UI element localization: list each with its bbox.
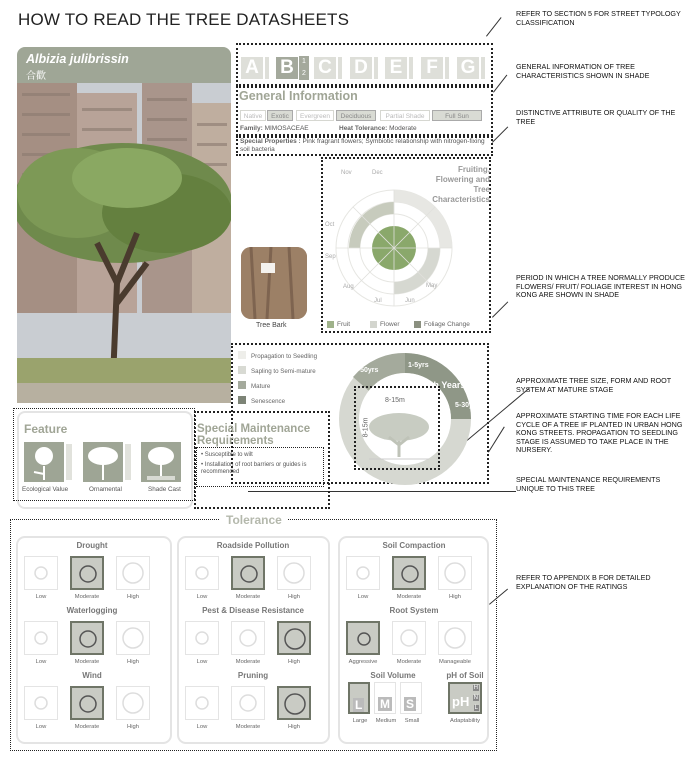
typology-letter-c: C — [314, 57, 336, 79]
general-heading: General Information — [239, 89, 358, 103]
ph-scale-letter: H — [473, 685, 478, 691]
heat-row: Heat Tolerance: Moderate — [339, 125, 417, 132]
ph-option-adaptability — [448, 682, 482, 714]
arc-label-3: 5-30yrs — [455, 402, 480, 409]
bark-photo — [241, 247, 307, 319]
tolerance-option-high — [438, 556, 472, 590]
tolerance-option-label: Low — [196, 724, 208, 730]
pill-partial-shade: Partial Shade — [380, 110, 430, 121]
arc-label-2: 1-5yrs — [408, 362, 429, 369]
month-jun: Jun — [405, 298, 415, 304]
pill-deciduous: Deciduous — [336, 110, 376, 121]
tolerance-option-label: Manageable — [439, 659, 471, 665]
ecological-value-icon — [24, 442, 64, 482]
tolerance-title: Root System — [389, 606, 439, 615]
feature-bar — [66, 444, 72, 480]
tolerance-option-high — [277, 556, 311, 590]
tolerance-option-low — [185, 686, 219, 720]
annotation-period: PERIOD IN WHICH A TREE NORMALLY PRODUCE FLOWERS/ FRUIT/ FOLIAGE INTEREST IN HONG KONG ARE SHOWN IN SHADE — [516, 273, 685, 300]
month-may: May — [426, 283, 438, 289]
tolerance-option-high — [277, 686, 311, 720]
ornamental-icon — [83, 442, 123, 482]
tolerance-option-aggressive — [346, 621, 380, 655]
month-nov: Nov — [341, 170, 352, 176]
tolerance-option-moderate — [70, 621, 104, 655]
tree-photo — [17, 83, 231, 403]
month-sep: Sep — [325, 254, 336, 260]
tolerance-title: Pest & Disease Resistance — [202, 606, 304, 615]
maintenance-item-2: • Installation of root barriers or guides is recommended — [201, 462, 307, 475]
soil-volume-label: Large — [352, 718, 368, 724]
tolerance-title: Pruning — [237, 671, 269, 680]
annotation-maintenance: SPECIAL MAINTENANCE REQUIREMENTS UNIQUE TO THIS TREE — [516, 475, 661, 493]
tolerance-option-label: Low — [196, 659, 208, 665]
tolerance-option-low — [24, 621, 58, 655]
tolerance-option-label: Moderate — [396, 594, 422, 600]
tolerance-option-moderate — [70, 556, 104, 590]
tolerance-option-label: High — [288, 724, 300, 730]
soil-volume-letter: M — [380, 697, 390, 711]
tolerance-option-moderate — [70, 686, 104, 720]
tolerance-option-label: High — [449, 594, 461, 600]
arc-label-1: 30-50yrs — [350, 367, 379, 374]
leader-line — [492, 126, 508, 142]
tolerance-option-label: Low — [35, 724, 47, 730]
tolerance-option-label: Moderate — [235, 724, 261, 730]
leader-line — [492, 301, 508, 317]
tolerance-option-moderate — [231, 621, 265, 655]
typology-letter-d: D — [350, 57, 372, 79]
tolerance-option-label: Moderate — [235, 594, 261, 600]
tolerance-option-label: High — [127, 724, 139, 730]
tolerance-option-label: Low — [35, 659, 47, 665]
calendar-heading: Fruiting, Flowering and Tree Characteristics — [432, 165, 490, 204]
pill-exotic: Exotic — [267, 110, 293, 121]
stage-senescence: Senescence — [238, 396, 285, 405]
lifecycle-heading: Life-cycle with Years — [377, 380, 466, 390]
tree-silhouette-icon — [365, 407, 433, 465]
feature-ecological: Ecological Value — [22, 486, 69, 493]
soil-volume-label: Small — [404, 718, 420, 724]
stage-mature: Mature — [238, 381, 270, 390]
bark-label: Tree Bark — [256, 322, 287, 329]
maintenance-item-1: • Susceptible to wilt — [201, 452, 253, 458]
annotation-general: GENERAL INFORMATION OF TREE CHARACTERISTICS SHOWN IN SHADE — [516, 62, 650, 80]
tolerance-option-label: Moderate — [235, 659, 261, 665]
species-chinese-name: 合歡 — [26, 71, 46, 82]
soil-volume-letter: S — [406, 697, 415, 711]
tolerance-title: Wind — [82, 671, 102, 680]
typology-superscripts: 1 2 — [299, 56, 309, 80]
tolerance-option-label: Moderate — [74, 724, 100, 730]
month-aug: Aug — [343, 284, 354, 290]
leader-line — [486, 17, 502, 37]
tolerance-option-manageable — [438, 621, 472, 655]
tolerance-title: Waterlogging — [66, 606, 118, 615]
tolerance-option-low — [24, 556, 58, 590]
tolerance-option-label: High — [127, 594, 139, 600]
tree-width: 8-15m — [385, 397, 405, 404]
ph-label: Adaptability — [450, 718, 480, 724]
tolerance-option-moderate — [392, 556, 426, 590]
maintenance-heading: Special Maintenance Requirements — [197, 423, 311, 447]
leader-line — [488, 427, 505, 453]
stage-propagation: Propagation to Seedling — [238, 351, 317, 360]
tolerance-title-ph: pH of Soil — [446, 671, 484, 680]
legend-foliage-swatch — [414, 321, 421, 328]
soil-volume-option-large — [348, 682, 370, 714]
tolerance-option-moderate — [231, 556, 265, 590]
tolerance-option-label: High — [288, 594, 300, 600]
pill-evergreen: Evergreen — [296, 110, 334, 121]
tolerance-option-high — [116, 686, 150, 720]
ph-scale-letter: L — [474, 705, 478, 711]
tolerance-option-moderate — [231, 686, 265, 720]
feature-heading: Feature — [24, 422, 68, 436]
typology-letter-e: E — [385, 57, 407, 79]
tolerance-option-label: High — [127, 659, 139, 665]
ph-scale-letter: N — [473, 695, 478, 701]
tolerance-option-low — [346, 556, 380, 590]
tolerance-title: Drought — [76, 541, 108, 550]
tolerance-option-label: Low — [35, 594, 47, 600]
tolerance-option-low — [185, 621, 219, 655]
tolerance-option-label: Moderate — [74, 659, 100, 665]
legend-foliage: Foliage Change — [424, 321, 470, 328]
legend-flower-swatch — [370, 321, 377, 328]
tolerance-heading: Tolerance — [220, 513, 288, 527]
species-latin-name: Albizia julibrissin — [26, 52, 129, 66]
special-properties: Special Properties : Pink fragrant flowers; Symbiotic relationship with nitrogen-fixing soil bacteria — [240, 138, 485, 153]
tolerance-title: Roadside Pollution — [216, 541, 290, 550]
tolerance-title-soil-volume: Soil Volume — [370, 671, 416, 680]
pill-full-sun: Full Sun — [432, 110, 482, 121]
soil-volume-option-small — [400, 682, 422, 714]
legend-flower: Flower — [380, 321, 400, 328]
tolerance-option-label: High — [288, 659, 300, 665]
tree-height: 8-15m — [362, 417, 370, 438]
soil-volume-option-medium — [374, 682, 396, 714]
tolerance-option-label: Low — [357, 594, 369, 600]
tolerance-option-high — [116, 556, 150, 590]
tolerance-option-high — [116, 621, 150, 655]
tolerance-option-label: Moderate — [74, 594, 100, 600]
annotation-size: APPROXIMATE TREE SIZE, FORM AND ROOT SYSTEM AT MATURE STAGE — [516, 376, 671, 394]
pill-native: Native — [240, 110, 266, 121]
typology-bar — [374, 57, 378, 79]
typology-letter-b: B — [276, 57, 298, 79]
feature-ornamental: Ornamental — [89, 486, 122, 493]
shade-cast-icon — [141, 442, 181, 482]
annotation-appendix: REFER TO APPENDIX B FOR DETAILED EXPLANATION OF THE RATINGS — [516, 573, 651, 591]
tolerance-option-high — [277, 621, 311, 655]
ph-letter: pH — [452, 694, 470, 709]
feature-bar — [125, 444, 131, 480]
species-header — [17, 47, 231, 83]
tolerance-option-label: Low — [196, 594, 208, 600]
soil-volume-letter: L — [355, 698, 363, 712]
tolerance-title: Soil Compaction — [382, 541, 446, 550]
annotation-distinctive: DISTINCTIVE ATTRIBUTE OR QUALITY OF THE TREE — [516, 108, 676, 126]
typology-letter-g: G — [457, 57, 479, 79]
annotation-typology: REFER TO SECTION 5 FOR STREET TYPOLOGY CLASSIFICATION — [516, 9, 681, 27]
typology-bar — [481, 57, 485, 79]
typology-bar — [445, 57, 449, 79]
legend-fruit-swatch — [327, 321, 334, 328]
month-jul: Jul — [374, 298, 382, 304]
soil-volume-label: Medium — [375, 718, 397, 724]
page-title: HOW TO READ THE TREE DATASHEETS — [18, 10, 350, 29]
tolerance-option-moderate — [392, 621, 426, 655]
feature-shade: Shade Cast — [148, 486, 181, 493]
typology-letter-a: A — [241, 57, 263, 79]
month-oct: Oct — [325, 222, 335, 228]
typology-bar — [338, 57, 342, 79]
typology-bar — [409, 57, 413, 79]
annotation-lifecycle: APPROXIMATE STARTING TIME FOR EACH LIFE CYCLE OF A TREE IF PLANTED IN URBAN HONG KONG STREETS. PROPAGATION TO SEEDLING STAGE IS ASSUMED TO TAKE PLACE IN THE NURSERY. — [516, 411, 683, 455]
tolerance-option-low — [185, 556, 219, 590]
tolerance-option-label: Moderate — [396, 659, 422, 665]
family-row: Family: MIMOSACEAE — [240, 125, 309, 132]
legend-fruit: Fruit — [337, 321, 350, 328]
typology-bar — [265, 57, 269, 79]
stage-sapling: Sapling to Semi-mature — [238, 366, 316, 375]
leader-line — [493, 75, 507, 93]
tolerance-option-low — [24, 686, 58, 720]
tolerance-option-label: Aggressive — [348, 659, 378, 665]
month-dec: Dec — [372, 170, 383, 176]
typology-letter-f: F — [421, 57, 443, 79]
